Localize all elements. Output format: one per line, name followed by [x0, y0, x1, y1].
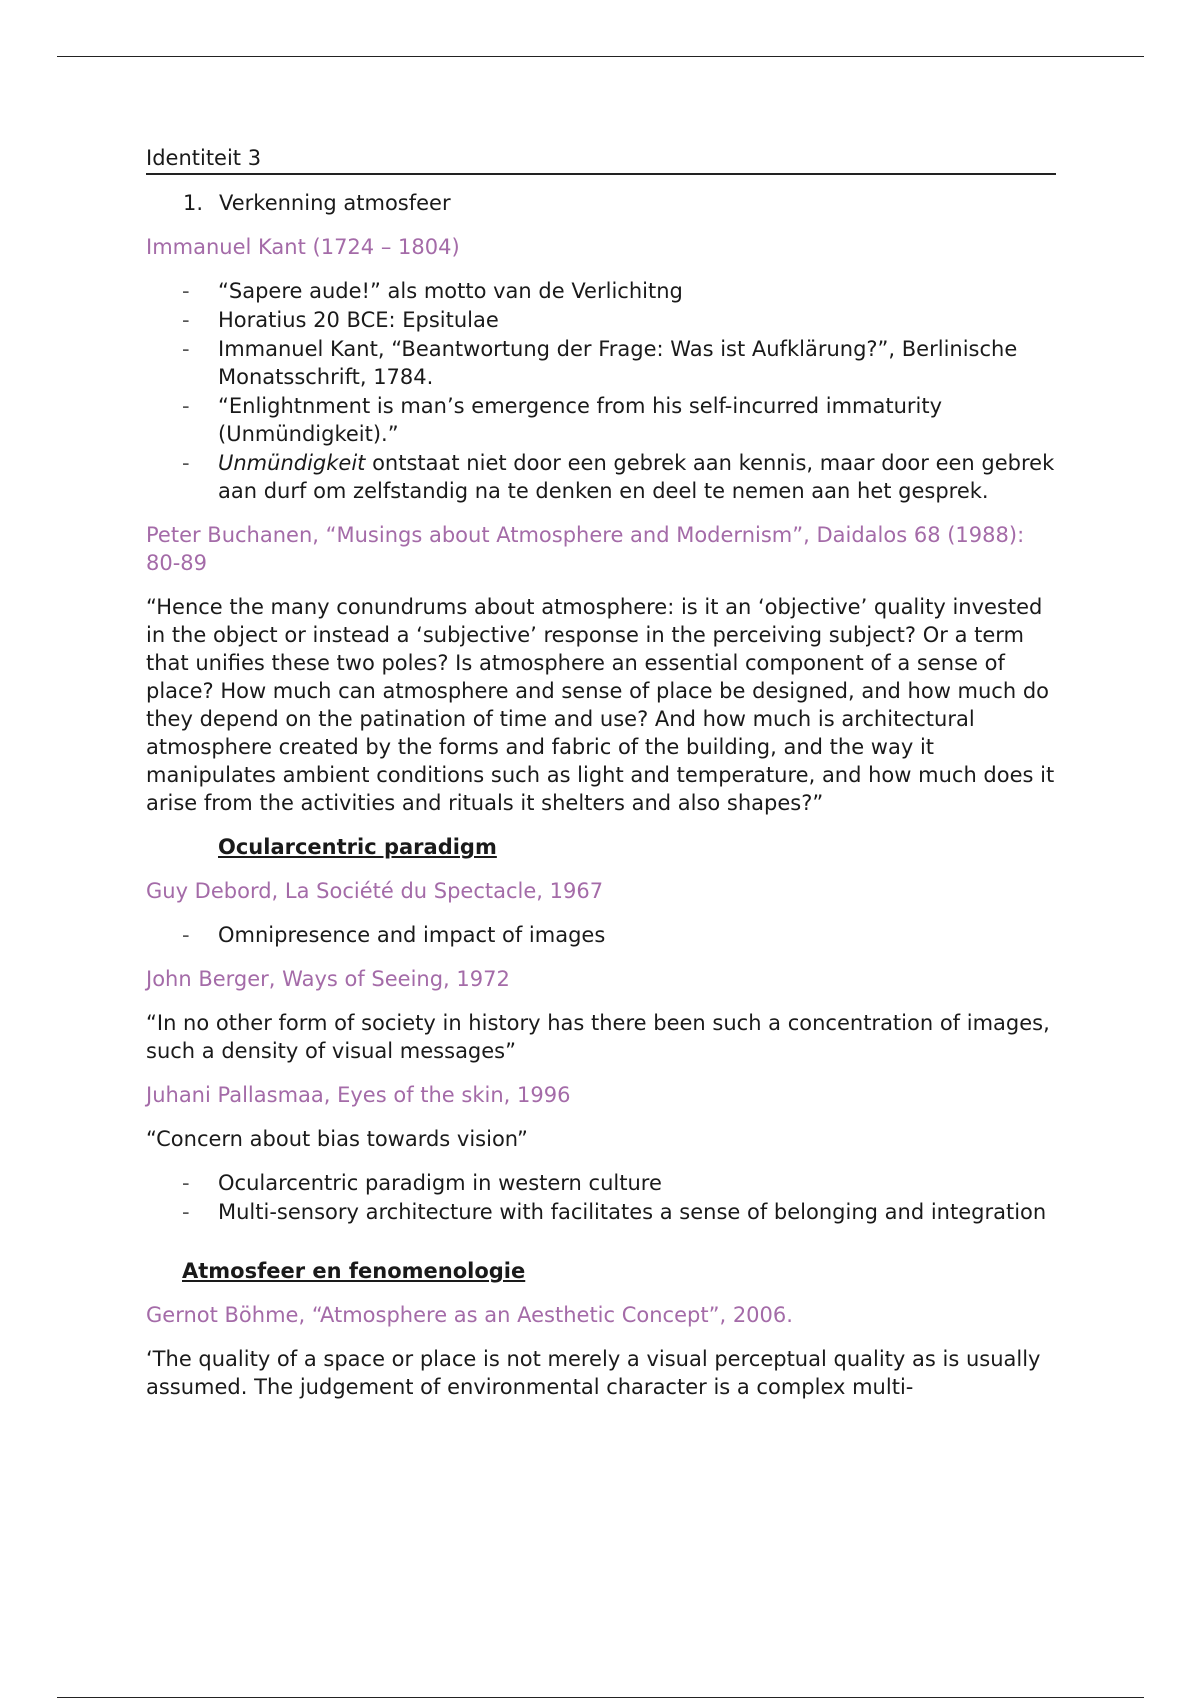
bullet-dash: - — [182, 308, 190, 332]
quote-bohme: ‘The quality of a space or place is not merely a visual perceptual quality as is usually assumed. The judgement of environmental character is a complex multi- — [146, 1347, 1041, 1399]
quote-buchanen: “Hence the many conundrums about atmosphere: is it an ‘objective’ quality invested in the object or instead a ‘subjective’ response in the perceiving subject? Or a term that unifies these two poles? Is atmosphere an essential component of a sense of place? How much can atmosphere and sense of place be designed, and how much do they depend on the patination of time and use? And how much is architectural atmosphere created by the forms and fabric of the building, and the way it manipulates ambient conditions such as light and temperature, and how much does it arise from the activities and rituals it shelters and also shapes?” — [146, 595, 1055, 815]
list-item: - Omnipresence and impact of images — [182, 923, 606, 947]
document-body — [146, 144, 1056, 1417]
bullet-dash: - — [182, 279, 190, 303]
bullet-dash: - — [182, 451, 190, 475]
section-title: Verkenning atmosfeer — [219, 191, 451, 215]
subheading-ocularcentric: Ocularcentric paradigm — [218, 835, 497, 859]
debord-bullet-list — [146, 921, 1056, 949]
emphasis-term: Unmündigkeit — [218, 451, 366, 475]
reference-debord: Guy Debord, La Société du Spectacle, 1967 — [146, 879, 604, 903]
section-number: 1. — [183, 191, 204, 215]
list-item: - Horatius 20 BCE: Epsitulae — [182, 308, 499, 332]
bullet-dash: - — [182, 1200, 190, 1224]
reference-pallasmaa: Juhani Pallasmaa, Eyes of the skin, 1996 — [146, 1083, 571, 1107]
reference-kant: Immanuel Kant (1724 – 1804) — [146, 235, 460, 259]
kant-bullet-list — [146, 277, 1056, 505]
bullet-dash: - — [182, 923, 190, 947]
page-bottom-rule — [57, 1697, 1144, 1698]
bullet-dash: - — [182, 394, 190, 418]
bullet-dash: - — [182, 1171, 190, 1195]
reference-berger: John Berger, Ways of Seeing, 1972 — [146, 967, 510, 991]
page-top-rule — [57, 56, 1144, 57]
quote-pallasmaa: “Concern about bias towards vision” — [146, 1127, 528, 1151]
list-item: - Ocularcentric paradigm in western culture — [182, 1171, 662, 1195]
list-item: - “Sapere aude!” als motto van de Verlichitng — [182, 279, 683, 303]
list-item: - Immanuel Kant, “Beantwortung der Frage: Was ist Aufklärung?”, Berlinische Monatsschrift, 1784. — [182, 337, 1018, 389]
list-item: - “Enlightnment is man’s emergence from his self-incurred immaturity (Unmündigkeit).” — [182, 394, 943, 446]
reference-bohme: Gernot Böhme, “Atmosphere as an Aesthetic Concept”, 2006. — [146, 1303, 793, 1327]
bullet-dash: - — [182, 337, 190, 361]
document-title: Identiteit 3 — [146, 144, 1056, 175]
reference-buchanen: Peter Buchanen, “Musings about Atmosphere and Modernism”, Daidalos 68 (1988): 80-89 — [146, 523, 1025, 575]
pallasmaa-bullet-list — [146, 1169, 1056, 1226]
list-item: - Unmündigkeit ontstaat niet door een gebrek aan kennis, maar door een gebrek aan durf om zelfstandig na te denken en deel te nemen aan het gesprek. — [182, 451, 1055, 503]
quote-berger: “In no other form of society in history has there been such a concentration of images, such a density of visual messages” — [146, 1011, 1050, 1063]
subheading-fenomenologie: Atmosfeer en fenomenologie — [182, 1259, 526, 1283]
section-heading-1 — [183, 189, 1056, 217]
list-item: - Multi-sensory architecture with facilitates a sense of belonging and integration — [182, 1200, 1047, 1224]
